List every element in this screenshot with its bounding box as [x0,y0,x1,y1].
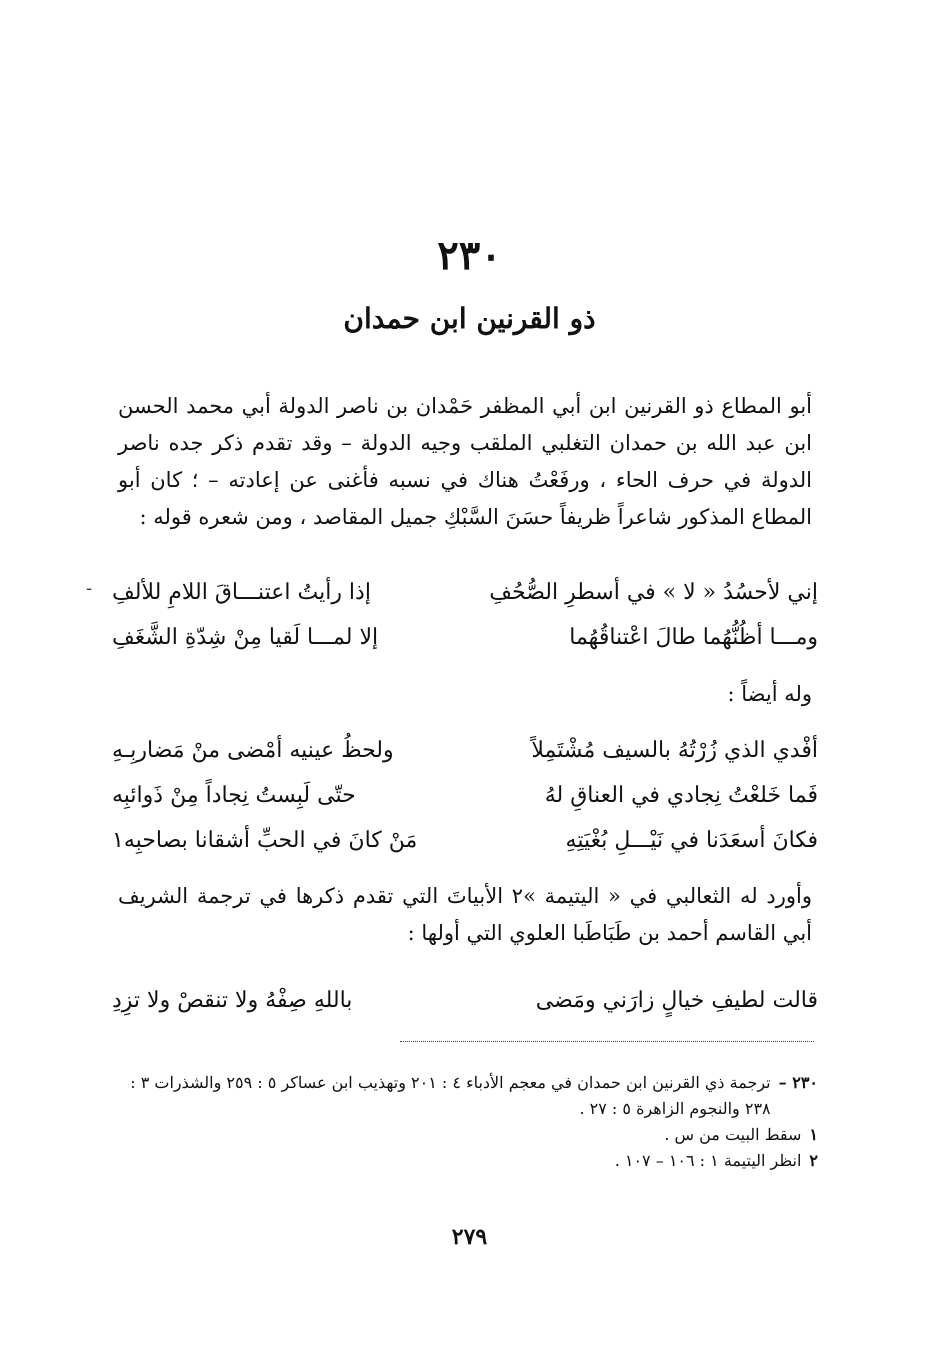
intro-paragraph: أبو المطاع ذو القرنين ابن أبي المظفر حَمْدان بن ناصر الدولة أبي محمد الحسن ابن عبد الله بن حمدان التغلبي الملقب وجيه الدولة – وقد تقدم ذكر جده ناصر الدولة في حرف الحاء ، ورفَعْتُ هناك في نسبه فأغنى عن إعادته – ؛ كان أبو المطاع المذكور شاعراً ظريفاً حسَنَ السَّبْكِ جميل المقاصد ، ومن شعره قوله : [118,394,812,529]
verse-second-hemistich: ولحظُ عينيه أمْضى منْ مَضاربِـهِ [112,738,394,763]
verse-first-hemistich: إني لأحسُدُ « لا » في أسطرِ الصُّحُفِ [489,580,818,605]
footnote-divider [400,1041,814,1042]
footnote [118,1148,818,1174]
entry-title: ذو القرنين ابن حمدان [343,302,596,335]
footnote-marker: ٢ [809,1151,818,1170]
footnote-text: ترجمة ذي القرنين ابن حمدان في معجم الأدباء ٤ : ٢٠١ وتهذيب ابن عساكر ٥ : ٢٥٩ والشذرات ٣ : ٢٣٨ والنجوم الزاهرة ٥ : ٢٧ . [130,1073,771,1118]
page-number: ٢٧٩ [451,1224,488,1250]
footnote-text: سقط البيت من س . [664,1125,802,1144]
thaalibi-paragraph: وأورد له الثعالبي في « اليتيمة »٢ الأبياتَ التي تقدم ذكرها في ترجمة الشريف أبي القاسم أحمد بن طَبَاطَبا العلوي التي أولها : [118,884,812,945]
margin-mark: - [86,578,93,599]
verse-line [112,728,818,773]
footnote [118,1070,818,1122]
footnote-marker: ٢٣٠ – [778,1073,818,1092]
verse-first-hemistich: ومـــا أظُنُّهُما طالَ اعْتناقُهُما [569,625,818,650]
verse-block-3 [112,978,818,1023]
verse-line [112,615,818,660]
verse-block-1 [112,570,818,660]
verse-first-hemistich: فكانَ أسعَدَنا في نَيْـــلِ بُغْيَتِهِ [565,828,818,853]
verse-first-hemistich: أفْدي الذي زُرْتُهُ بالسيف مُشْتَمِلاً [531,738,818,763]
verse-block-2 [112,728,818,863]
verse-line [112,570,818,615]
verse-second-hemistich: إلا لمـــا لَقيا مِنْ شِدّةِ الشَّغَفِ [112,625,379,650]
verse-first-hemistich: فَما خَلعْتُ نِجادي في العناقِ لهُ [544,783,818,808]
verse-second-hemistich: باللهِ صِفْهُ ولا تنقصْ ولا تزِدِ [112,988,353,1013]
also-paragraph: وله أيضاً : [727,682,812,706]
footnote-marker: ١ [809,1125,818,1144]
verse-line [112,818,818,863]
verse-line [112,773,818,818]
verse-second-hemistich: حتّى لَبِستُ نِجاداً مِنْ ذَوائبِه [112,783,356,808]
verse-second-hemistich: مَنْ كانَ في الحبِّ أشقانا بصاحبِه١ [112,828,418,853]
entry-number: ٢٣٠ [437,232,502,279]
footnote [118,1122,818,1148]
verse-first-hemistich: قالت لطيفِ خيالٍ زارَني ومَضى [535,988,818,1013]
footnote-text: انظر اليتيمة ١ : ١٠٦ – ١٠٧ . [614,1151,802,1170]
footnotes [118,1070,818,1174]
verse-second-hemistich: إذا رأيتُ اعتنـــاقَ اللامِ للألفِ [112,580,371,605]
verse-line [112,978,818,1023]
